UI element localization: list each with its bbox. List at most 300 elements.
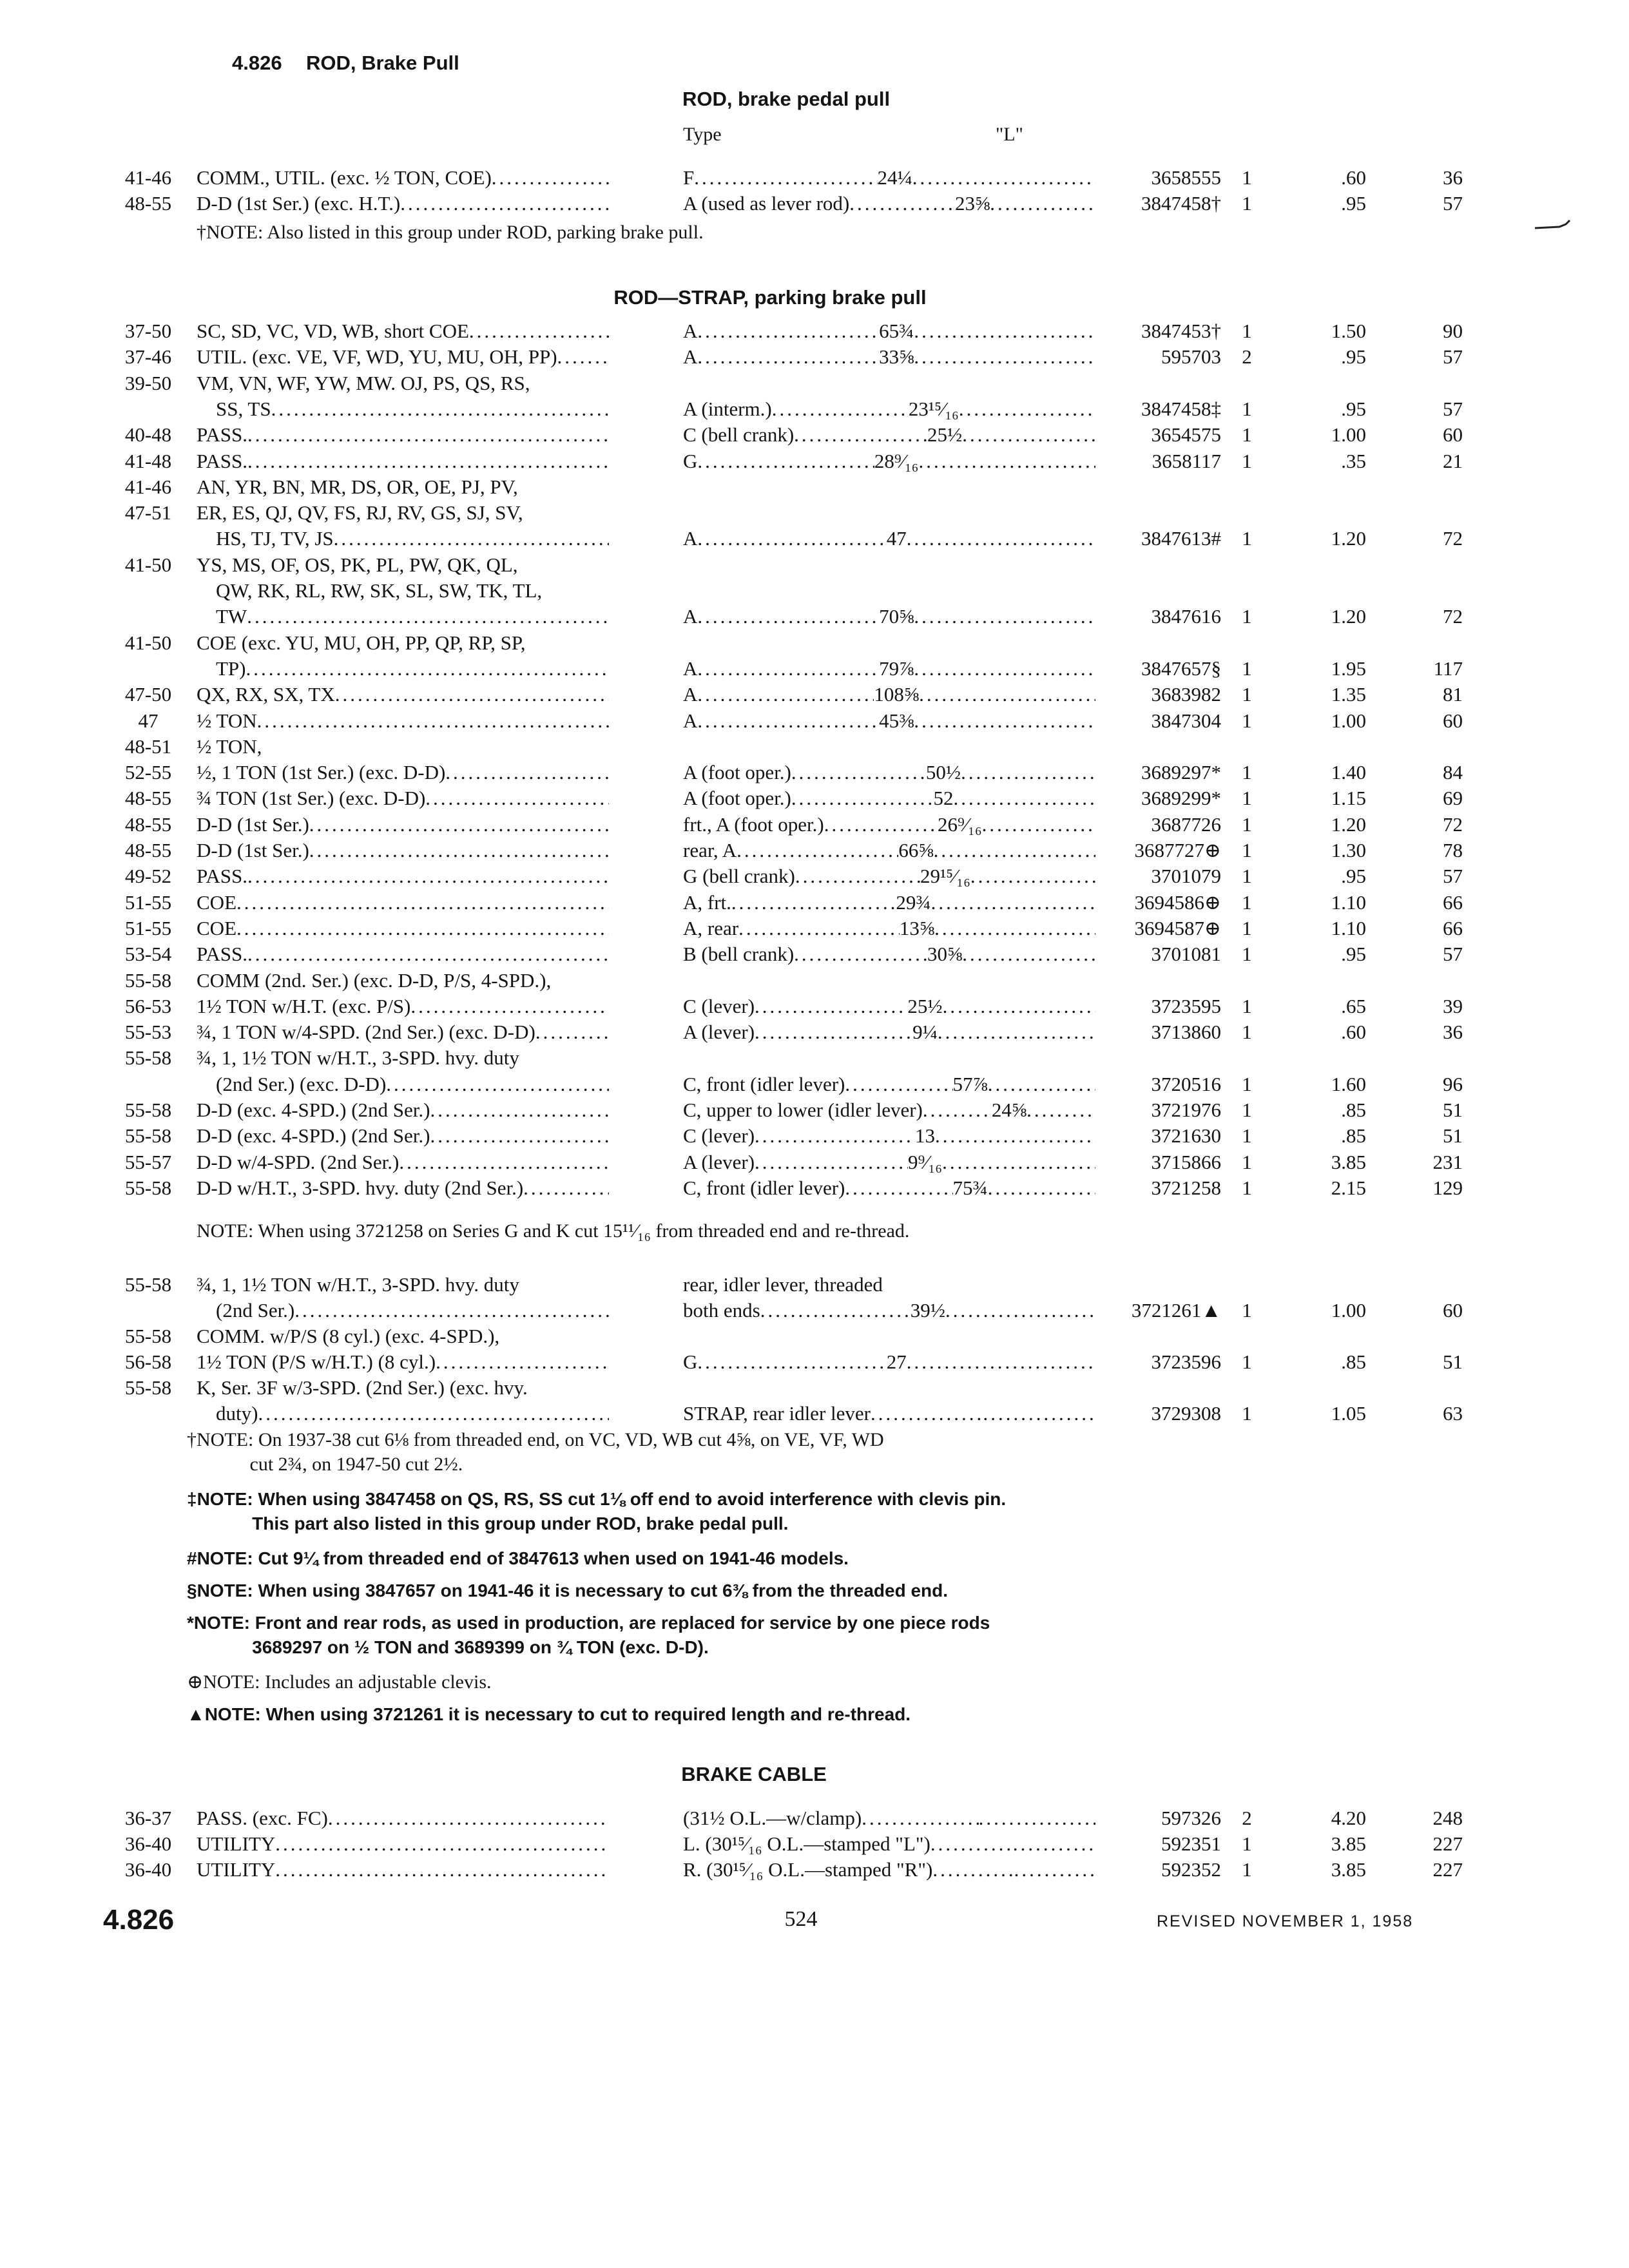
weight: 57: [1443, 943, 1463, 966]
dot-leader: [328, 1805, 609, 1831]
year-range: 41-50: [124, 553, 172, 576]
table-row: [0, 1805, 1629, 1831]
price: 3.85: [1331, 1858, 1366, 1881]
quantity: 1: [1242, 397, 1252, 420]
year-range: 48-55: [124, 192, 172, 215]
year-range: 48-55: [124, 812, 172, 836]
dot-leader: [907, 526, 1095, 552]
part-number: 3847453†: [1141, 320, 1221, 342]
page-title: ROD, Brake Pull: [306, 52, 459, 74]
price: 1.60: [1331, 1072, 1366, 1095]
quantity: 1: [1242, 1124, 1252, 1148]
price: 1.00: [1331, 709, 1366, 732]
dot-leader: [962, 941, 1095, 967]
dot-leader: [791, 785, 934, 811]
description-text: (31½ O.L.—w/clamp): [683, 1807, 862, 1829]
dot-leader: [979, 1805, 1095, 1831]
description-cell: [683, 941, 1095, 967]
model-cell: [197, 1272, 609, 1298]
table-row: [0, 760, 1629, 785]
length-value: 52: [933, 787, 954, 810]
length-value: 33⅝: [879, 345, 914, 369]
dot-leader: [271, 396, 609, 422]
model-text: duty): [216, 1402, 258, 1425]
price: .35: [1341, 449, 1366, 472]
dot-leader: [931, 890, 1095, 916]
model-text: D-D (1st Ser.) (exc. H.T.): [197, 192, 401, 215]
dot-leader: [849, 191, 955, 216]
part-number: 3847613#: [1141, 527, 1221, 550]
length-value: 50½: [925, 761, 961, 784]
dot-leader: [294, 1298, 609, 1323]
dot-leader: [953, 785, 1095, 811]
dot-leader: [557, 344, 609, 370]
dot-leader: [246, 656, 610, 682]
table-row: [0, 191, 1629, 216]
dot-leader: [334, 526, 609, 552]
weight: 51: [1443, 1099, 1463, 1121]
length-value: 9¼: [912, 1021, 938, 1044]
dot-leader: [938, 1019, 1095, 1045]
dot-leader: [697, 656, 879, 682]
year-range: 48-55: [124, 839, 172, 861]
price: 1.10: [1331, 916, 1366, 939]
quantity: 1: [1242, 1072, 1252, 1095]
price: .95: [1341, 943, 1366, 966]
weight: 84: [1443, 761, 1463, 784]
description-text: rear, A: [683, 839, 737, 861]
description-cell: [683, 812, 1095, 838]
table-row: [0, 1045, 1629, 1071]
table-row: [0, 1149, 1629, 1175]
part-number: 3683982: [1151, 683, 1221, 706]
footnote: ▲NOTE: When using 3721261 it is necessary to cut to required length and re-thread.: [187, 1704, 911, 1724]
weight: 72: [1443, 605, 1463, 628]
weight: 57: [1443, 865, 1463, 888]
weight: 248: [1432, 1807, 1463, 1829]
length-value: 47: [886, 527, 907, 550]
model-cell: [197, 863, 609, 889]
description-cell: [683, 1123, 1095, 1149]
dot-leader: [247, 604, 609, 629]
year-range: 37-50: [124, 320, 172, 342]
model-cell: [197, 1857, 609, 1883]
description-text: A (foot oper.): [683, 761, 791, 784]
part-number: 3720516: [1151, 1072, 1221, 1095]
description-text: rear, idler lever, threaded: [683, 1273, 883, 1296]
quantity: 1: [1242, 1099, 1252, 1121]
footnote: #NOTE: Cut 9¼ from threaded end of 3847613 when used on 1941-46 models.: [187, 1548, 849, 1568]
footer-code: 4.826: [103, 1904, 175, 1936]
weight: 60: [1443, 423, 1463, 447]
section-heading-pedal: ROD, brake pedal pull: [682, 88, 891, 110]
length-value: 108⅝: [874, 683, 920, 706]
description-cell: [683, 760, 1095, 785]
description-text: both ends: [683, 1299, 760, 1321]
year-range: 47-51: [124, 501, 172, 524]
table-row: [0, 656, 1629, 682]
dot-leader: [914, 344, 1095, 370]
model-cell: [197, 656, 609, 682]
year-range: 55-58: [124, 1325, 172, 1347]
price: .85: [1341, 1124, 1366, 1148]
part-number: 3713860: [1151, 1021, 1221, 1044]
table-row: [0, 812, 1629, 838]
dot-leader: [959, 396, 1095, 422]
length-value: 28⁹⁄₁₆: [874, 449, 919, 472]
quantity: 1: [1242, 1176, 1252, 1199]
description-text: G: [683, 1350, 698, 1373]
table-row: [0, 448, 1629, 474]
description-cell: [683, 1857, 1095, 1883]
model-text: ½, 1 TON (1st Ser.) (exc. D-D): [197, 761, 446, 784]
dot-leader: [919, 682, 1095, 707]
dot-leader: [697, 448, 874, 474]
quantity: 1: [1242, 605, 1252, 628]
dot-leader: [871, 1401, 983, 1427]
description-text: A, rear: [683, 916, 739, 939]
description-text: F: [683, 166, 695, 189]
dot-leader: [990, 191, 1095, 216]
price: 3.85: [1331, 1832, 1366, 1855]
dot-leader: [914, 708, 1095, 734]
dot-leader: [962, 422, 1095, 448]
model-cell: [197, 191, 609, 216]
model-text: SC, SD, VC, VD, WB, short COE: [197, 320, 469, 342]
price: 1.20: [1331, 812, 1366, 836]
quantity: 1: [1242, 657, 1252, 680]
year-range: 55-58: [124, 1176, 172, 1199]
description-cell: [683, 344, 1095, 370]
dot-leader: [436, 1349, 609, 1375]
table-row: [0, 1072, 1629, 1097]
model-text: PASS.: [197, 865, 248, 888]
dot-leader: [694, 165, 877, 191]
price: .95: [1341, 192, 1366, 215]
description-cell: [683, 890, 1095, 916]
weight: 117: [1433, 657, 1463, 680]
year-range: 51-55: [124, 916, 172, 939]
description-cell: [683, 396, 1095, 422]
model-cell: [197, 812, 609, 838]
description-cell: [683, 1072, 1095, 1097]
model-cell: [197, 1349, 609, 1375]
year-range: 48-51: [124, 735, 172, 758]
model-cell: [197, 1831, 609, 1857]
description-cell: [683, 1298, 1095, 1323]
model-text: COE (exc. YU, MU, OH, PP, QP, RP, SP,: [197, 631, 526, 654]
dot-leader: [934, 838, 1095, 863]
dot-leader: [258, 1401, 609, 1427]
type-label: Type: [683, 124, 722, 145]
dot-leader: [275, 1857, 609, 1883]
year-range: 55-58: [124, 1376, 172, 1399]
description-cell: [683, 191, 1095, 216]
dot-leader: [935, 1123, 1095, 1149]
margin-mark: [1534, 219, 1572, 232]
year-range: 36-37: [124, 1807, 172, 1829]
dot-leader: [425, 785, 609, 811]
quantity: 1: [1242, 890, 1252, 914]
length-value: 24⅝: [991, 1099, 1027, 1121]
part-number: 3847616: [1151, 605, 1221, 628]
dot-leader: [697, 1349, 886, 1375]
dot-leader: [772, 396, 909, 422]
length-value: 25½: [907, 994, 943, 1017]
model-text: PASS.: [197, 943, 248, 966]
quantity: 1: [1242, 1150, 1252, 1173]
model-text: COMM. w/P/S (8 cyl.) (exc. 4-SPD.),: [197, 1325, 500, 1347]
dot-leader: [535, 1019, 609, 1045]
table-row: [0, 370, 1629, 396]
weight: 72: [1443, 527, 1463, 550]
description-cell: [683, 318, 1095, 344]
year-range: 37-46: [124, 345, 172, 369]
section-heading-parking: ROD—STRAP, parking brake pull: [613, 286, 927, 309]
description-cell: [683, 526, 1095, 552]
model-cell: [197, 708, 609, 734]
pedal-note: †NOTE: Also listed in this group under ROD, parking brake pull.: [197, 222, 704, 243]
length-value: 13⅝: [899, 916, 935, 939]
length-value: 79⅞: [879, 657, 914, 680]
model-cell: [197, 1175, 609, 1201]
model-cell: [197, 838, 609, 863]
table-row: [0, 578, 1629, 604]
description-cell: [683, 1401, 1095, 1427]
quantity: 1: [1242, 166, 1252, 189]
year-range: 56-53: [124, 994, 172, 1017]
year-range: 41-46: [124, 166, 172, 189]
table-row: [0, 1272, 1629, 1298]
model-text: SS, TS: [216, 397, 271, 420]
price: 1.30: [1331, 839, 1366, 861]
weight: 96: [1443, 1072, 1463, 1095]
description-text: C, upper to lower (idler lever): [683, 1099, 923, 1121]
price: 4.20: [1331, 1807, 1366, 1829]
table-row: [0, 396, 1629, 422]
part-number: 3658555: [1151, 166, 1221, 189]
dot-leader: [1014, 1857, 1095, 1883]
part-number: 3689297*: [1141, 761, 1221, 784]
dot-leader: [755, 994, 907, 1019]
dot-leader: [697, 604, 879, 629]
year-range: 48-55: [124, 787, 172, 810]
model-cell: [197, 916, 609, 941]
weight: 51: [1443, 1350, 1463, 1373]
model-text: ½ TON: [197, 709, 257, 732]
part-number: 3721258: [1151, 1176, 1221, 1199]
description-cell: [683, 1349, 1095, 1375]
length-value: 57⅞: [952, 1072, 988, 1095]
quantity: 1: [1242, 320, 1252, 342]
table-row: [0, 474, 1629, 500]
dot-leader: [247, 941, 609, 967]
quantity: 1: [1242, 683, 1252, 706]
part-number: 597326: [1161, 1807, 1221, 1829]
dot-leader: [930, 1831, 1013, 1857]
dot-leader: [907, 1349, 1095, 1375]
dot-leader: [794, 422, 927, 448]
part-number: 3694586⊕: [1134, 890, 1221, 914]
model-cell: [197, 1805, 609, 1831]
length-label: "L": [996, 124, 1023, 145]
description-text: A (foot oper.): [683, 787, 791, 810]
page-number: 524: [784, 1907, 818, 1931]
description-text: L. (30¹⁵⁄₁₆ O.L.—stamped "L"): [683, 1832, 930, 1855]
dot-leader: [824, 812, 938, 838]
part-number: 3687727⊕: [1134, 839, 1221, 861]
weight: 66: [1443, 916, 1463, 939]
dot-leader: [932, 1857, 1014, 1883]
table-row: [0, 1831, 1629, 1857]
table-row: [0, 1097, 1629, 1123]
weight: 72: [1443, 812, 1463, 836]
dot-leader: [791, 760, 926, 785]
model-text: QW, RK, RL, RW, SK, SL, SW, TK, TL,: [216, 579, 543, 602]
year-range: 36-40: [124, 1858, 172, 1881]
length-value: 24¼: [877, 166, 912, 189]
description-cell: [683, 708, 1095, 734]
dot-leader: [309, 838, 609, 863]
description-cell: [683, 448, 1095, 474]
model-text: D-D w/4-SPD. (2nd Ser.): [197, 1150, 400, 1173]
part-number: 592351: [1161, 1832, 1221, 1855]
table-row: [0, 708, 1629, 734]
description-text: A, frt.: [683, 890, 731, 914]
description-text: G (bell crank): [683, 865, 795, 888]
price: 1.50: [1331, 320, 1366, 342]
model-text: PASS.: [197, 423, 248, 447]
weight: 63: [1443, 1402, 1463, 1425]
weight: 90: [1443, 320, 1463, 342]
model-text: D-D (1st Ser.): [197, 812, 309, 836]
table-row: [0, 604, 1629, 629]
dot-leader: [335, 682, 609, 707]
dot-leader: [257, 708, 609, 734]
description-text: A (interm.): [683, 397, 772, 420]
price: 1.20: [1331, 605, 1366, 628]
description-cell: [683, 604, 1095, 629]
description-cell: [683, 785, 1095, 811]
description-cell: [683, 1149, 1095, 1175]
model-cell: [197, 1019, 609, 1045]
part-number: 3658117: [1152, 449, 1221, 472]
dot-leader: [914, 604, 1095, 629]
dot-leader: [794, 941, 927, 967]
weight: 51: [1443, 1124, 1463, 1148]
description-text: C (lever): [683, 1124, 755, 1148]
quantity: 1: [1242, 812, 1252, 836]
quantity: 1: [1242, 1402, 1252, 1425]
model-text: K, Ser. 3F w/3-SPD. (2nd Ser.) (exc. hvy.: [197, 1376, 528, 1399]
weight: 21: [1443, 449, 1463, 472]
table-row: [0, 526, 1629, 552]
year-range: 47-50: [124, 683, 172, 706]
part-number: 3847304: [1151, 709, 1221, 732]
model-text: (2nd Ser.) (exc. D-D): [216, 1072, 387, 1095]
model-cell: [197, 968, 609, 994]
quantity: 2: [1242, 1807, 1252, 1829]
length-value: 39½: [910, 1299, 945, 1321]
dot-leader: [988, 1175, 1095, 1201]
footnote: ⊕NOTE: Includes an adjustable clevis.: [187, 1671, 492, 1693]
table-row: [0, 1375, 1629, 1401]
price: 1.35: [1331, 683, 1366, 706]
model-text: UTIL. (exc. VE, VF, WD, YU, MU, OH, PP): [197, 345, 557, 369]
table-row: [0, 838, 1629, 863]
description-cell: [683, 1097, 1095, 1123]
year-range: 56-58: [124, 1350, 172, 1373]
dot-leader: [247, 863, 609, 889]
model-cell: [197, 682, 609, 707]
model-text: ¾ TON (1st Ser.) (exc. D-D): [197, 787, 426, 810]
length-value: 70⅝: [879, 605, 914, 628]
quantity: 1: [1242, 994, 1252, 1017]
part-number: 3847458†: [1141, 192, 1221, 215]
dot-leader: [386, 1072, 609, 1097]
model-cell: [197, 1045, 609, 1071]
price: 1.15: [1331, 787, 1366, 810]
quantity: 1: [1242, 1299, 1252, 1321]
year-range: 40-48: [124, 423, 172, 447]
model-text: QX, RX, SX, TX: [197, 683, 335, 706]
weight: 60: [1443, 1299, 1463, 1321]
price: .60: [1341, 1021, 1366, 1044]
section-heading-cable: BRAKE CABLE: [681, 1763, 827, 1785]
model-cell: [197, 1375, 609, 1401]
part-number: 3689299*: [1141, 787, 1221, 810]
table-row: [0, 318, 1629, 344]
price: .85: [1341, 1350, 1366, 1373]
description-text: R. (30¹⁵⁄₁₆ O.L.—stamped "R"): [683, 1858, 933, 1881]
dot-leader: [914, 318, 1095, 344]
weight: 231: [1432, 1150, 1463, 1173]
table-row: [0, 1123, 1629, 1149]
quantity: 1: [1242, 423, 1252, 447]
price: 1.95: [1331, 657, 1366, 680]
quantity: 1: [1242, 1858, 1252, 1881]
model-text: COMM (2nd. Ser.) (exc. D-D, P/S, 4-SPD.),: [197, 968, 552, 992]
table-row: [0, 552, 1629, 578]
length-value: 65¾: [879, 320, 914, 342]
price: 1.10: [1331, 890, 1366, 914]
quantity: 1: [1242, 1350, 1252, 1373]
part-number: 3847657§: [1141, 657, 1221, 680]
quantity: 1: [1242, 709, 1252, 732]
dot-leader: [934, 916, 1095, 941]
model-text: PASS.: [197, 449, 248, 472]
dot-leader: [912, 165, 1095, 191]
dot-leader: [943, 994, 1095, 1019]
year-range: 41-46: [124, 475, 172, 498]
length-value: 29¾: [896, 890, 931, 914]
dot-leader: [755, 1123, 915, 1149]
description-text: C, front (idler lever): [683, 1072, 845, 1095]
table-row: [0, 165, 1629, 191]
description-text: A: [683, 657, 698, 680]
dot-leader: [919, 448, 1096, 474]
dot-leader: [983, 1401, 1095, 1427]
year-range: 49-52: [124, 865, 172, 888]
weight: 36: [1443, 1021, 1463, 1044]
model-cell: [197, 448, 609, 474]
dot-leader: [945, 1298, 1095, 1323]
length-value: 66⅝: [898, 839, 934, 861]
dot-leader: [400, 191, 609, 216]
year-range: 52-55: [124, 761, 172, 784]
table-row: [0, 344, 1629, 370]
year-range: 36-40: [124, 1832, 172, 1855]
